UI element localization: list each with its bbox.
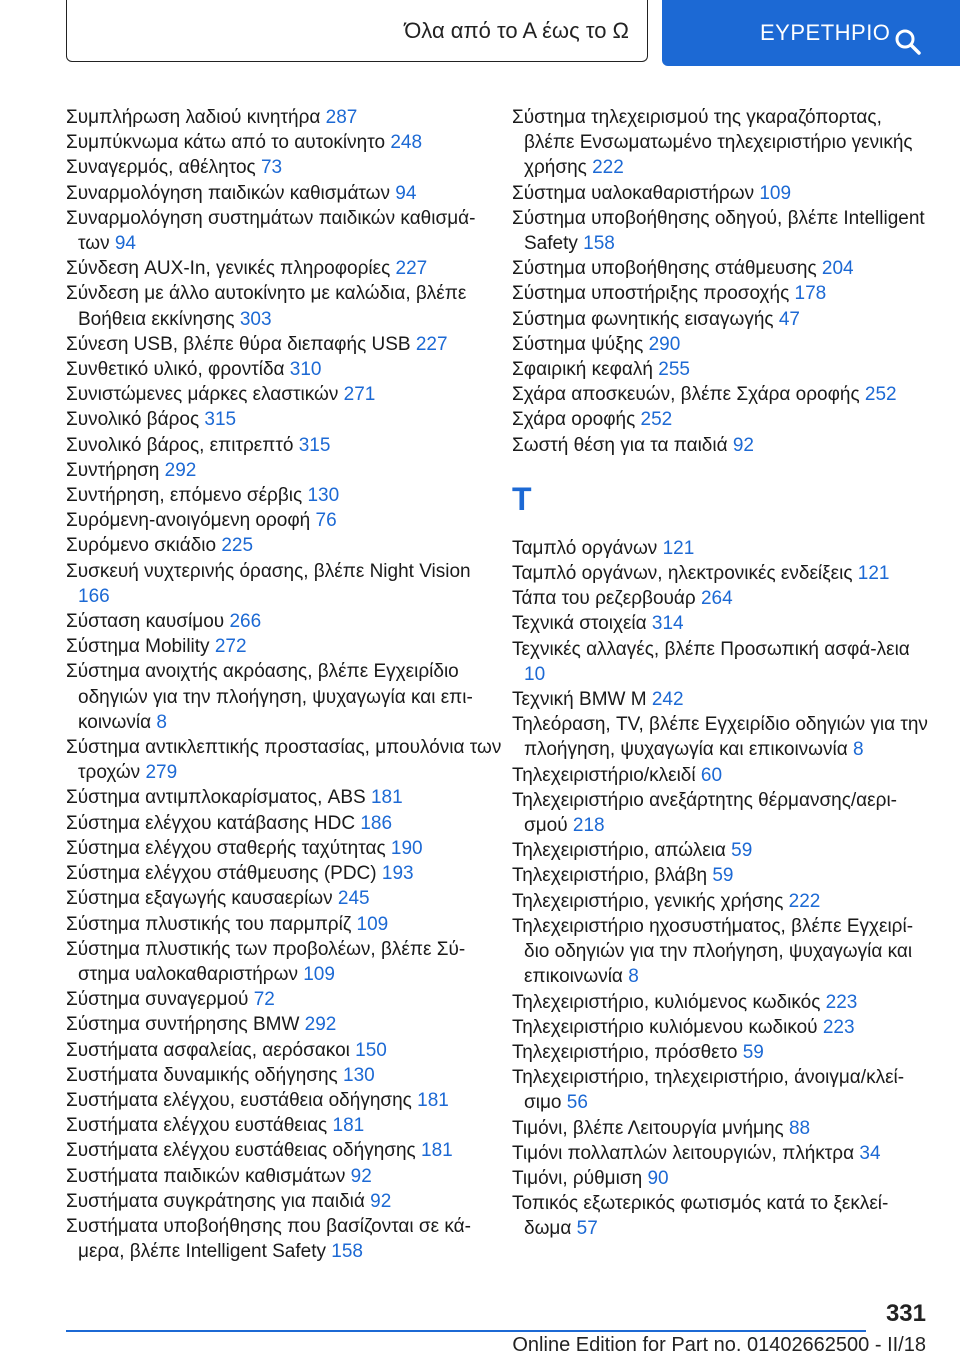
index-entry: [66, 433, 506, 458]
index-entry: [66, 483, 506, 508]
index-entry: [66, 912, 506, 937]
index-entry-text: Τεχνική BMW M: [512, 689, 647, 711]
index-entry: [512, 206, 932, 256]
index-entry-text: Τιμόνι, βλέπε Λειτουργία μνήμης: [512, 1117, 784, 1139]
index-entry: [512, 1141, 932, 1166]
page-number: 331: [885, 1300, 926, 1327]
index-entry-text: Ταμπλό οργάνων, ηλεκτρονικές ενδείξεις: [512, 563, 853, 585]
index-entry: [512, 687, 932, 712]
index-entry-text: Σύστημα πλυστικής των προβολέων, βλέπε Σύ-στημα υαλοκαθαριστήρων: [66, 938, 466, 985]
index-entry: [512, 889, 932, 914]
index-entry-text: Τοπικός εξωτερικός φωτισμός κατά το ξεκλεί-δωμα: [512, 1193, 889, 1240]
index-entry-text: Συρόμενη-ανοιγόμενη οροφή: [66, 510, 311, 532]
index-entry-text: Σύστημα ελέγχου στάθμευσης (PDC): [66, 863, 377, 885]
index-entry: [512, 990, 932, 1015]
index-entry-text: Συστήματα ελέγχου ευστάθειας οδήγησης: [66, 1140, 416, 1162]
index-entry-text: Σύστημα φωνητικής εισαγωγής: [512, 308, 774, 330]
index-entry: [66, 1113, 506, 1138]
index-page-link[interactable]: 47: [778, 308, 800, 330]
index-entry-text: Σωστή θέση για τα παιδιά: [512, 434, 728, 456]
index-page-link[interactable]: 59: [742, 1041, 764, 1063]
index-entry-text: Τηλεχειριστήριο, κυλιόμενος κωδικός: [512, 991, 821, 1013]
index-page-link[interactable]: 245: [337, 888, 370, 910]
search-icon[interactable]: [894, 28, 922, 56]
index-entry: [66, 1138, 506, 1163]
index-page-link[interactable]: 109: [303, 963, 335, 985]
index-entry: [512, 1116, 932, 1141]
index-page-link[interactable]: 150: [355, 1039, 387, 1061]
index-entry-text: Σφαιρική κεφαλή: [512, 359, 653, 381]
index-entry-text: Τηλεχειριστήριο ανεξάρτητης θέρμανσης/αερι-σμού: [512, 789, 897, 837]
index-entry-text: Συστήματα ασφαλείας, αερόσακοι: [66, 1039, 350, 1061]
index-entry-text: Συστήματα υποβοήθησης που βασίζονται σε κά-μερα, βλέπε Intelligent Safety: [66, 1215, 471, 1263]
index-entry: [512, 1015, 932, 1040]
index-entry-text: Τηλεχειριστήριο κυλιόμενου κωδικού: [512, 1016, 818, 1038]
index-entry-text: Σύνδεση με άλλο αυτοκίνητο με καλώδια, βλέπε Βοήθεια εκκίνησης: [66, 283, 467, 330]
index-entry-text: Σύστημα Mobility: [66, 636, 210, 658]
index-entry: [512, 1040, 932, 1065]
section-letter: T: [512, 480, 532, 517]
index-page-link[interactable]: 56: [566, 1092, 588, 1114]
index-entry-text: Συντήρηση, επόμενο σέρβις: [66, 485, 303, 507]
index-entry-text: Συρόμενο σκιάδιο: [66, 535, 217, 557]
index-entry: [66, 206, 506, 256]
index-entry: [66, 785, 506, 810]
index-entry: [512, 712, 932, 762]
index-entry: [512, 307, 932, 332]
index-entry-text: Σχάρα αποσκευών, βλέπε Σχάρα οροφής: [512, 384, 860, 406]
index-entry-text: Σύστημα πλυστικής του παρμπρίζ: [66, 913, 352, 935]
index-page-link[interactable]: 10: [524, 663, 546, 685]
index-column-left: [66, 105, 506, 1264]
index-page-link[interactable]: 227: [415, 333, 448, 355]
index-group-sigma: [512, 105, 932, 458]
index-page-link[interactable]: 8: [156, 711, 167, 733]
index-entry-text: Ταμπλό οργάνων: [512, 537, 658, 559]
index-entry-text: Τιμόνι, ρύθμιση: [512, 1167, 643, 1189]
index-entry: [66, 1038, 506, 1063]
index-page-link[interactable]: 290: [648, 333, 681, 355]
tab-a-to-z[interactable]: [66, 0, 648, 62]
index-entry-text: Σύστημα αντικλεπτικής προστασίας, μπουλόνια των τροχών: [66, 737, 502, 784]
index-page-link[interactable]: 76: [315, 510, 337, 532]
index-entry-text: Τηλεχειριστήριο, πρόσθετο: [512, 1041, 738, 1063]
index-entry-text: Συσκευή νυχτερινής όρασης, βλέπε Night Vision: [66, 560, 471, 582]
index-page-link[interactable]: 59: [731, 840, 753, 862]
index-entry: [66, 130, 506, 155]
index-page-link[interactable]: 57: [576, 1218, 598, 1240]
index-entry: [512, 838, 932, 863]
index-page-link[interactable]: 225: [221, 535, 254, 557]
index-page-link[interactable]: 94: [395, 182, 417, 204]
index-page-link[interactable]: 292: [304, 1014, 337, 1036]
index-page-link[interactable]: 34: [859, 1142, 881, 1164]
index-page-link[interactable]: 204: [821, 258, 854, 280]
index-page-link[interactable]: 292: [164, 459, 197, 481]
index-entry: [66, 407, 506, 432]
index-entry-text: Σύστημα ελέγχου κατάβασης HDC: [66, 812, 356, 834]
index-page-link[interactable]: 227: [395, 258, 428, 280]
index-page-link[interactable]: 92: [732, 434, 754, 456]
index-entry-text: Σύσταση καυσίμου: [66, 611, 225, 633]
index-entry: [66, 382, 506, 407]
index-entry: [512, 788, 932, 838]
index-entry: [66, 105, 506, 130]
tab-index[interactable]: [662, 0, 960, 66]
index-page-link[interactable]: 315: [204, 409, 237, 431]
footer-divider: [66, 1330, 866, 1332]
index-entry-text: Συστήματα ελέγχου, ευστάθεια οδήγησης: [66, 1089, 412, 1111]
index-entry: [512, 611, 932, 636]
index-entry-text: Σύστημα ελέγχου σταθερής ταχύτητας: [66, 837, 386, 859]
index-page-link[interactable]: 218: [572, 815, 605, 837]
index-entry: [512, 863, 932, 888]
index-page-link[interactable]: 130: [307, 485, 340, 507]
index-page-link[interactable]: 88: [788, 1117, 811, 1139]
index-page-link[interactable]: 181: [332, 1115, 365, 1137]
index-entry-text: Τηλεχειριστήριο, βλάβη: [512, 865, 708, 887]
index-entry: [66, 1012, 506, 1037]
index-entry: [66, 886, 506, 911]
index-entry: [512, 637, 932, 687]
index-entry: [66, 609, 506, 634]
index-page-link[interactable]: 8: [628, 966, 639, 988]
index-page-link[interactable]: 181: [421, 1140, 453, 1162]
index-entry: [512, 763, 932, 788]
index-entry-text: Τηλεχειριστήριο, τηλεχειριστήριο, άνοιγμα/κλεί-σιμο: [512, 1067, 905, 1114]
index-entry-text: Συναρμολόγηση παιδικών καθισμάτων: [66, 182, 390, 204]
index-entry: [66, 634, 506, 659]
index-page-link[interactable]: 94: [114, 233, 136, 255]
index-entry-text: Συστήματα παιδικών καθισμάτων: [66, 1165, 346, 1187]
index-entry: [512, 382, 932, 407]
index-entry: [66, 937, 506, 987]
footer-edition: Online Edition for Part no. 01402662500 - II/18: [512, 1334, 926, 1356]
index-page-link[interactable]: 264: [700, 588, 733, 610]
index-entry: [66, 987, 506, 1012]
index-entry-text: Συντήρηση: [66, 459, 160, 481]
index-entry: [512, 433, 932, 458]
index-page-link[interactable]: 158: [331, 1241, 363, 1263]
index-entry-text: Συμπύκνωμα κάτω από το αυτοκίνητο: [66, 132, 386, 154]
index-entry-text: Σύστημα συντήρησης BMW: [66, 1014, 300, 1036]
index-page-link[interactable]: 90: [647, 1167, 669, 1189]
index-entry: [512, 561, 932, 586]
index-entry-text: Σύστημα συναγερμού: [66, 989, 249, 1011]
index-group-tau: [512, 536, 932, 1242]
index-entry: [66, 1164, 506, 1189]
index-entry: [512, 181, 932, 206]
index-entry-text: Τάπα του ρεζερβουάρ: [512, 588, 696, 610]
index-page-link[interactable]: 266: [229, 611, 262, 633]
index-page-link[interactable]: 121: [662, 537, 695, 559]
index-entry-text: Συμπλήρωση λαδιού κινητήρα: [66, 107, 321, 128]
index-entry-text: Συστήματα συγκράτησης για παιδιά: [66, 1190, 365, 1212]
index-page-link[interactable]: 181: [370, 787, 403, 809]
index-page-link[interactable]: 59: [712, 865, 734, 887]
index-entry: [512, 357, 932, 382]
index-page-link[interactable]: 248: [390, 132, 423, 154]
index-entry: [512, 914, 932, 990]
index-entry-text: Σύστημα τηλεχειρισμού της γκαραζόπορτας, βλέπε Ενσωματωμένο τηλεχειριστήριο γενικής χρήσης: [512, 107, 913, 179]
index-page-link[interactable]: 315: [298, 434, 331, 456]
index-entry: [512, 407, 932, 432]
index-page-link[interactable]: 130: [343, 1064, 375, 1086]
index-page-link[interactable]: 279: [145, 762, 178, 784]
index-entry-text: Τηλεχειριστήριο/κλειδί: [512, 764, 696, 786]
index-page-link[interactable]: 190: [390, 837, 423, 859]
index-page-link[interactable]: 223: [825, 991, 858, 1013]
index-page-link[interactable]: 223: [822, 1016, 855, 1038]
index-entry: [66, 155, 506, 180]
index-page-link[interactable]: 252: [640, 409, 673, 431]
index-page-link[interactable]: 178: [794, 283, 827, 305]
index-page-link[interactable]: 193: [381, 863, 414, 885]
index-entry-text: Συνθετικό υλικό, φροντίδα: [66, 359, 285, 381]
index-page-link[interactable]: 222: [592, 157, 624, 179]
index-page-link[interactable]: 310: [289, 359, 322, 381]
index-page-link[interactable]: 8: [853, 739, 864, 761]
index-entry: [66, 281, 506, 331]
index-entry: [66, 836, 506, 861]
index-entry-text: Τηλεχειριστήριο, γενικής χρήσης: [512, 890, 784, 912]
tab-a-to-z-label: Όλα από το Α έως το Ω: [404, 17, 629, 43]
index-entry-text: Τιμόνι πολλαπλών λειτουργιών, πλήκτρα: [512, 1142, 855, 1164]
index-entry-text: Σύστημα υποστήριξης προσοχής: [512, 283, 790, 305]
index-page-link[interactable]: 72: [253, 989, 275, 1011]
index-entry-text: Σύστημα υποβοήθησης στάθμευσης: [512, 258, 817, 280]
index-page-link[interactable]: 222: [788, 890, 821, 912]
index-entry-text: Τεχνικά στοιχεία: [512, 613, 647, 635]
index-entry: [66, 1214, 506, 1264]
index-entry-text: Σύστημα υποβοήθησης οδηγού, βλέπε Intelligent Safety: [512, 207, 925, 255]
index-entry-text: Σύνδεση AUX-In, γενικές πληροφορίες: [66, 258, 391, 280]
index-page-link[interactable]: 121: [857, 563, 890, 585]
index-page-link[interactable]: 303: [239, 308, 272, 330]
tab-index-label: ΕΥΡΕΤΗΡΙΟ: [760, 20, 891, 45]
index-entry-text: Σύστημα εξαγωγής καυσαερίων: [66, 888, 333, 910]
index-page-link[interactable]: 255: [658, 359, 690, 381]
index-entry: [512, 332, 932, 357]
index-entry: [66, 735, 506, 785]
index-entry-text: Σύστημα ψύξης: [512, 333, 644, 355]
index-entry: [66, 533, 506, 558]
index-column-right: [512, 105, 932, 1242]
index-page-link[interactable]: 287: [325, 107, 358, 128]
index-entry: [512, 1191, 932, 1241]
index-entry-text: Σύνεση USB, βλέπε θύρα διεπαφής USB: [66, 333, 411, 355]
index-page-link[interactable]: 60: [700, 764, 723, 786]
index-page-link[interactable]: 109: [356, 913, 389, 935]
index-entry: [66, 811, 506, 836]
index-entry: [512, 281, 932, 306]
index-entry: [66, 332, 506, 357]
index-page-link[interactable]: 271: [343, 384, 376, 406]
index-entry: [512, 586, 932, 611]
index-page-link[interactable]: 242: [651, 689, 684, 711]
index-entry-text: Συνιστώμενες μάρκες ελαστικών: [66, 384, 339, 406]
index-entry: [66, 508, 506, 533]
top-navigation: [0, 0, 960, 68]
index-entry-text: Τηλεχειριστήριο, απώλεια: [512, 840, 726, 862]
index-entry-text: Σχάρα οροφής: [512, 409, 636, 431]
index-page-link[interactable]: 314: [651, 613, 684, 635]
index-entry-text: Συστήματα δυναμικής οδήγησης: [66, 1064, 338, 1086]
index-entry: [66, 1088, 506, 1113]
index-entry: [512, 536, 932, 561]
index-entry: [512, 105, 932, 181]
index-entry-text: Τηλεόραση, TV, βλέπε Εγχειρίδιο οδηγιών για την πλοήγηση, ψυχαγωγία και επικοινωνία: [512, 714, 928, 761]
index-entry-text: Συστήματα ελέγχου ευστάθειας: [66, 1115, 328, 1137]
index-page-link[interactable]: 92: [370, 1190, 392, 1212]
index-page-link[interactable]: 252: [864, 384, 897, 406]
index-page-link[interactable]: 92: [350, 1165, 372, 1187]
index-page-link[interactable]: 272: [214, 636, 247, 658]
index-entry: [66, 1063, 506, 1088]
index-page-link[interactable]: 186: [360, 812, 393, 834]
index-entry: [66, 559, 506, 609]
index-entry-text: Συνολικό βάρος: [66, 409, 200, 431]
index-entry: [66, 1189, 506, 1214]
index-entry-text: Τηλεχειριστήριο ηχοσυστήματος, βλέπε Εγχειρί-διο οδηγιών για την πλοήγηση, ψυχαγωγία και επικοινωνία: [512, 915, 914, 988]
index-entry-text: Σύστημα αντιμπλοκαρίσματος, ABS: [66, 787, 366, 809]
index-entry: [512, 256, 932, 281]
index-entry-text: Σύστημα ανοιχτής ακρόασης, βλέπε Εγχειρίδιο οδηγιών για την πλοήγηση, ψυχαγωγία και επι-κοινωνία: [66, 661, 473, 733]
index-entry-text: Τεχνικές αλλαγές, βλέπε Προσωπική ασφά-λεια: [512, 638, 910, 660]
index-entry: [66, 659, 506, 735]
index-entry: [512, 1065, 932, 1115]
index-entry: [66, 256, 506, 281]
index-entry-text: Συναγερμός, αθέλητος: [66, 157, 256, 179]
index-page-link[interactable]: 181: [417, 1089, 449, 1111]
index-entry: [66, 458, 506, 483]
index-page-link[interactable]: 166: [78, 585, 110, 607]
index-entry: [66, 861, 506, 886]
index-page-link[interactable]: 158: [583, 233, 615, 255]
index-page-link[interactable]: 109: [759, 182, 792, 204]
index-page-link[interactable]: 73: [260, 157, 283, 179]
index-entry-text: Συναρμολόγηση συστημάτων παιδικών καθισμά-των: [66, 207, 476, 255]
index-entry: [66, 357, 506, 382]
index-entry: [66, 181, 506, 206]
index-entry-text: Συνολικό βάρος, επιτρεπτό: [66, 434, 294, 456]
index-entry-text: Σύστημα υαλοκαθαριστήρων: [512, 182, 755, 204]
index-entry: [512, 1166, 932, 1191]
